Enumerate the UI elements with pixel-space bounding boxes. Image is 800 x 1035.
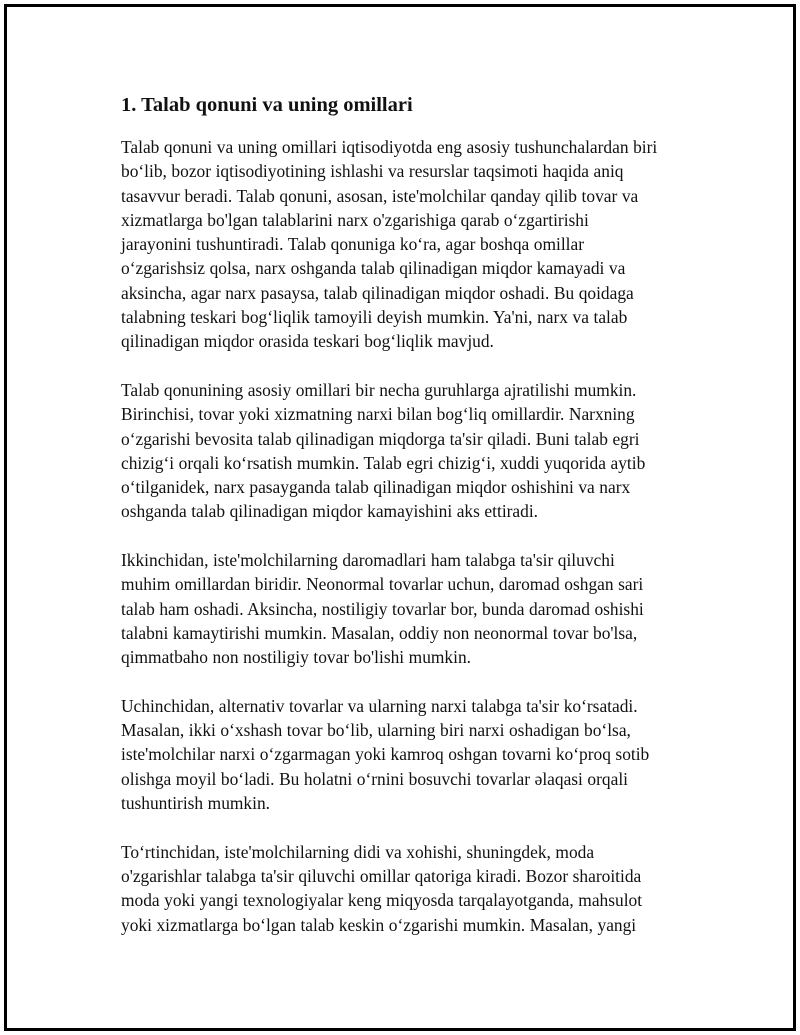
paragraph-4: [121, 694, 693, 815]
text-line: tasavvur beradi. Talab qonuni, asosan, iste'molchilar qanday qilib tovar va: [121, 185, 639, 206]
text-line: jarayonini tushuntiradi. Talab qonuniga ko‘ra, agar boshqa omillar: [121, 234, 585, 255]
text-line: xizmatlarga bo'lgan talablarini narx o'zgarishiga qarab o‘zgartirishi: [121, 209, 589, 230]
text-line: To‘rtinchidan, iste'molchilarning didi va xohishi, shuningdek, moda: [121, 841, 595, 862]
text-line: olishga moyil bo‘ladi. Bu holatni o‘rnini bosuvchi tovarlar əlaqasi orqali: [121, 768, 628, 789]
text-line: Uchinchidan, alternativ tovarlar va ularning narxi talabga ta'sir ko‘rsatadi.: [121, 695, 638, 716]
text-line: talabni kamaytirishi mumkin. Masalan, oddiy non neonormal tovar bo'lsa,: [121, 622, 638, 643]
paragraph-5: [121, 840, 693, 937]
paragraph-1: [121, 135, 693, 354]
text-line: qilinadigan miqdor orasida teskari bog‘liqlik mavjud.: [121, 331, 494, 352]
text-line: iste'molchilar narxi o‘zgarmagan yoki kamroq oshgan tovarni ko‘proq sotib: [121, 744, 650, 765]
text-line: moda yoki yangi texnologiyalar keng miqyosda tarqalayotganda, mahsulot: [121, 890, 643, 911]
text-line: oshganda talab qilinadigan miqdor kamayishini aks ettiradi.: [121, 501, 539, 522]
text-line: muhim omillardan biridir. Neonormal tovarlar uchun, daromad oshgan sari: [121, 574, 644, 595]
text-line: Talab qonunining asosiy omillari bir necha guruhlarga ajratilishi mumkin.: [121, 379, 637, 400]
text-line: aksincha, agar narx pasaysa, talab qilinadigan miqdor oshadi. Bu qoidaga: [121, 282, 634, 303]
text-line: Birinchisi, tovar yoki xizmatning narxi bilan bog‘liq omillardir. Narxning: [121, 404, 635, 425]
document-content: [121, 91, 693, 961]
text-line: talabning teskari bog‘liqlik tamoyili deyish mumkin. Ya'ni, narx va talab: [121, 307, 628, 328]
text-line: Masalan, ikki o‘xshash tovar bo‘lib, ularning biri narxi oshadigan bo‘lsa,: [121, 720, 631, 741]
paragraph-2: [121, 378, 693, 524]
text-line: Ikkinchidan, iste'molchilarning daromadlari ham talabga ta'sir qiluvchi: [121, 550, 615, 571]
text-line: talab ham oshadi. Aksincha, nostiligiy tovarlar bor, bunda daromad oshishi: [121, 598, 644, 619]
text-line: bo‘lib, bozor iqtisodiyotining ishlashi va resurslar taqsimoti haqida aniq: [121, 161, 624, 182]
text-line: o‘tilganidek, narx pasayganda talab qilinadigan miqdor oshishini va narx: [121, 477, 631, 498]
paragraph-3: [121, 548, 693, 669]
text-line: Talab qonuni va uning omillari iqtisodiyotda eng asosiy tushunchalardan biri: [121, 137, 658, 157]
text-line: o‘zgarishsiz qolsa, narx oshganda talab qilinadigan miqdor kamayadi va: [121, 258, 626, 279]
section-title: 1. Talab qonuni va uning omillari: [121, 94, 413, 116]
text-line: chizig‘i orqali ko‘rsatish mumkin. Talab egri chizig‘i, xuddi yuqorida aytib: [121, 452, 646, 473]
text-line: tushuntirish mumkin.: [121, 793, 270, 814]
document-page: [4, 4, 796, 1031]
text-line: o‘zgarishi bevosita talab qilinadigan miqdorga ta'sir qiladi. Buni talab egri: [121, 428, 640, 449]
text-line: qimmatbaho non nostiligiy tovar bo'lishi mumkin.: [121, 647, 472, 668]
text-line: o'zgarishlar talabga ta'sir qiluvchi omillar qatoriga kiradi. Bozor sharoitida: [121, 865, 642, 886]
text-line: yoki xizmatlarga bo‘lgan talab keskin o‘zgarishi mumkin. Masalan, yangi: [121, 914, 637, 935]
